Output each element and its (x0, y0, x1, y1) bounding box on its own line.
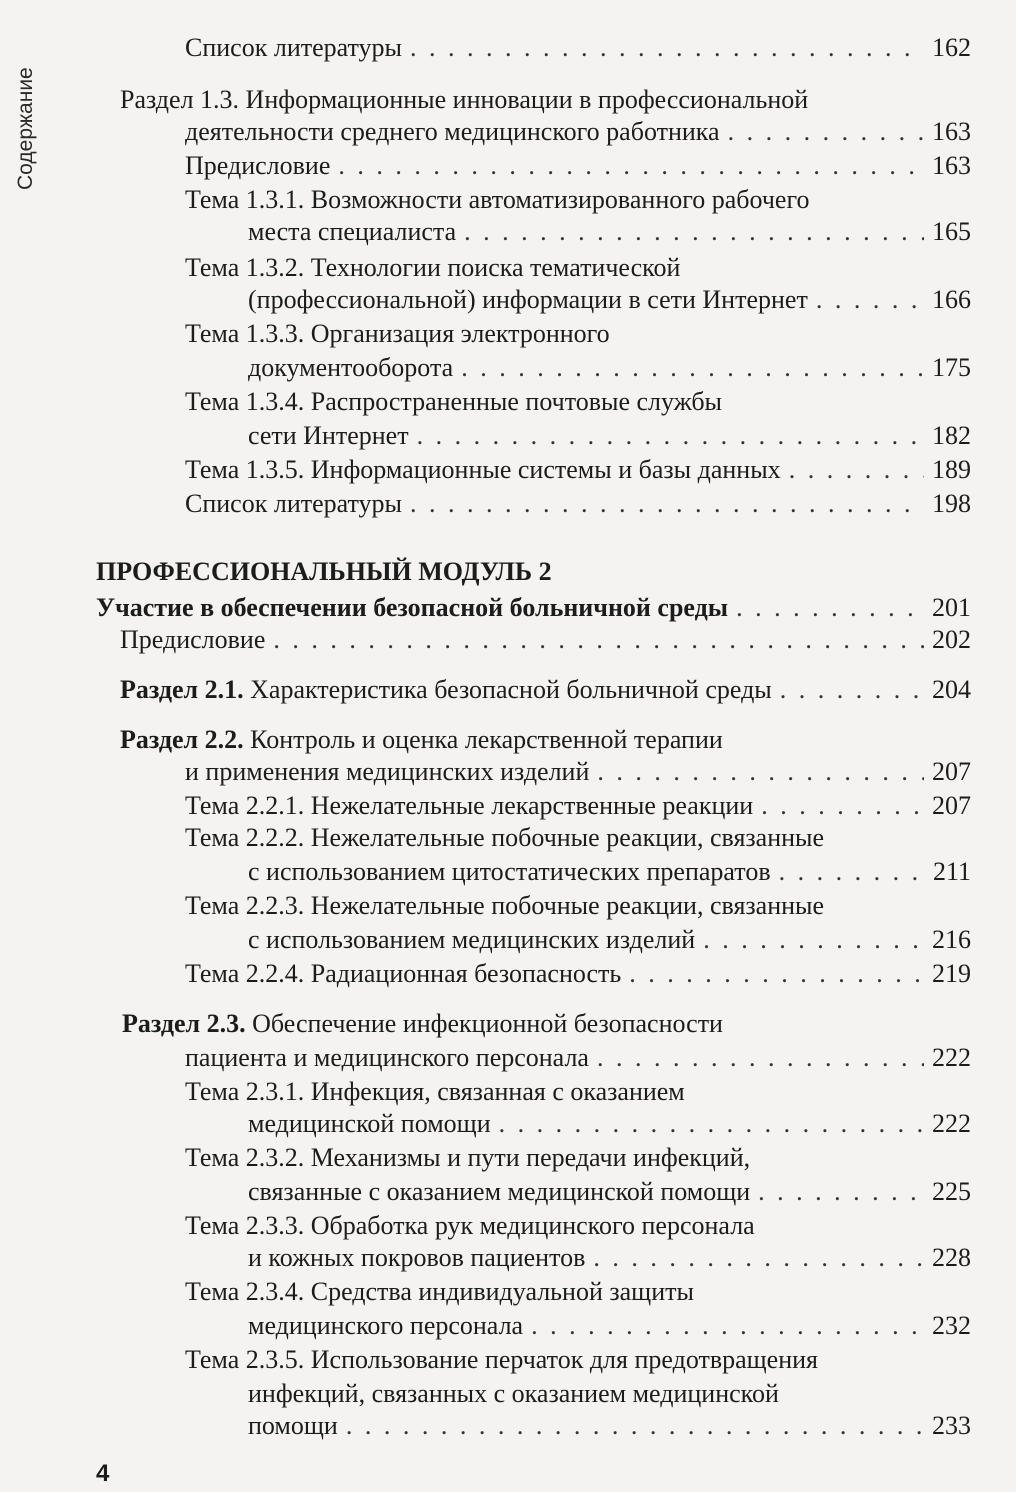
toc-entry[interactable]: деятельности среднего медицинского работника . . . 163 (185, 116, 971, 148)
toc-entry-line: Тема 1.3.3. Организация электронного (185, 319, 610, 348)
toc-entry[interactable]: Предисловие . . . 202 (120, 624, 971, 656)
toc-entry[interactable]: Список литературы . . . 198 (185, 488, 971, 520)
toc-entry[interactable]: места специалиста . . . 165 (248, 216, 971, 248)
toc-entry-line: Тема 2.3.4. Средства индивидуальной защиты (185, 1277, 694, 1306)
toc-entry[interactable]: Раздел 2.1. Характеристика безопасной больничной среды . . . 204 (120, 674, 971, 706)
toc-entry-line: Тема 1.3.1. Возможности автоматизированного рабочего (185, 185, 810, 214)
toc-entry[interactable]: и применения медицинских изделий . . . 207 (185, 756, 971, 788)
toc-entry-line: Тема 1.3.4. Распространенные почтовые службы (185, 387, 723, 416)
toc-entry[interactable]: медицинской помощи . . . 222 (248, 1108, 971, 1140)
side-tab (14, 40, 44, 190)
toc-entry-line: Раздел 1.3. Информационные инновации в профессиональной (120, 85, 809, 114)
toc-entry[interactable]: документооборота . . . 175 (248, 352, 971, 384)
toc-entry[interactable]: Предисловие . . . 163 (185, 150, 971, 182)
toc-entry-line: Раздел 2.2. Контроль и оценка лекарственной терапии (120, 725, 723, 754)
toc-entry[interactable]: Список литературы . . . 162 (185, 32, 971, 64)
toc-entry-line: Тема 2.3.3. Обработка рук медицинского персонала (185, 1211, 755, 1240)
toc-entry[interactable]: медицинского персонала . . . 232 (248, 1310, 971, 1342)
toc-entry-line: Тема 2.2.3. Нежелательные побочные реакции, связанные (185, 891, 825, 920)
toc-entry-line: инфекций, связанных с оказанием медицинской (248, 1379, 779, 1408)
toc-entry[interactable]: помощи . . . 233 (248, 1410, 971, 1442)
toc-entry[interactable]: (профессиональной) информации в сети Интернет . . . 166 (248, 284, 971, 316)
toc-entry-line: Тема 2.3.5. Использование перчаток для предотвращения (185, 1345, 819, 1374)
toc-entry[interactable]: с использованием медицинских изделий . . . 216 (248, 924, 971, 956)
toc-entry[interactable]: Тема 2.2.4. Радиационная безопасность . . . 219 (185, 958, 971, 990)
toc-entry[interactable]: связанные с оказанием медицинской помощи . . . 225 (248, 1176, 971, 1208)
module-heading: ПРОФЕССИОНАЛЬНЫЙ МОДУЛЬ 2 (96, 557, 552, 586)
toc-entry-line: Тема 2.3.1. Инфекция, связанная с оказанием (185, 1077, 685, 1106)
toc-entry-line: Тема 2.2.2. Нежелательные побочные реакции, связанные (185, 823, 825, 852)
page-number: 4 (96, 1460, 110, 1487)
toc-entry-line: Тема 1.3.2. Технологии поиска тематической (185, 253, 681, 282)
toc-entry[interactable]: Тема 2.2.1. Нежелательные лекарственные реакции . . . 207 (185, 790, 971, 822)
toc-entry[interactable]: Тема 1.3.5. Информационные системы и базы данных . . . 189 (185, 454, 971, 486)
toc-entry[interactable]: и кожных покровов пациентов . . . 228 (248, 1242, 971, 1274)
toc-entry[interactable]: с использованием цитостатических препаратов . . . 211 (248, 856, 971, 888)
toc-entry[interactable]: пациента и медицинского персонала . . . 222 (185, 1042, 971, 1074)
side-tab-label: Содержание (14, 67, 37, 190)
toc-entry[interactable]: Участие в обеспечении безопасной больничной среды . . . 201 (96, 592, 971, 624)
toc-entry[interactable]: сети Интернет . . . 182 (248, 420, 971, 452)
toc-entry-line: Тема 2.3.2. Механизмы и пути передачи инфекций, (185, 1143, 751, 1172)
toc-entry-line: Раздел 2.3. Обеспечение инфекционной безопасности (122, 1009, 723, 1038)
